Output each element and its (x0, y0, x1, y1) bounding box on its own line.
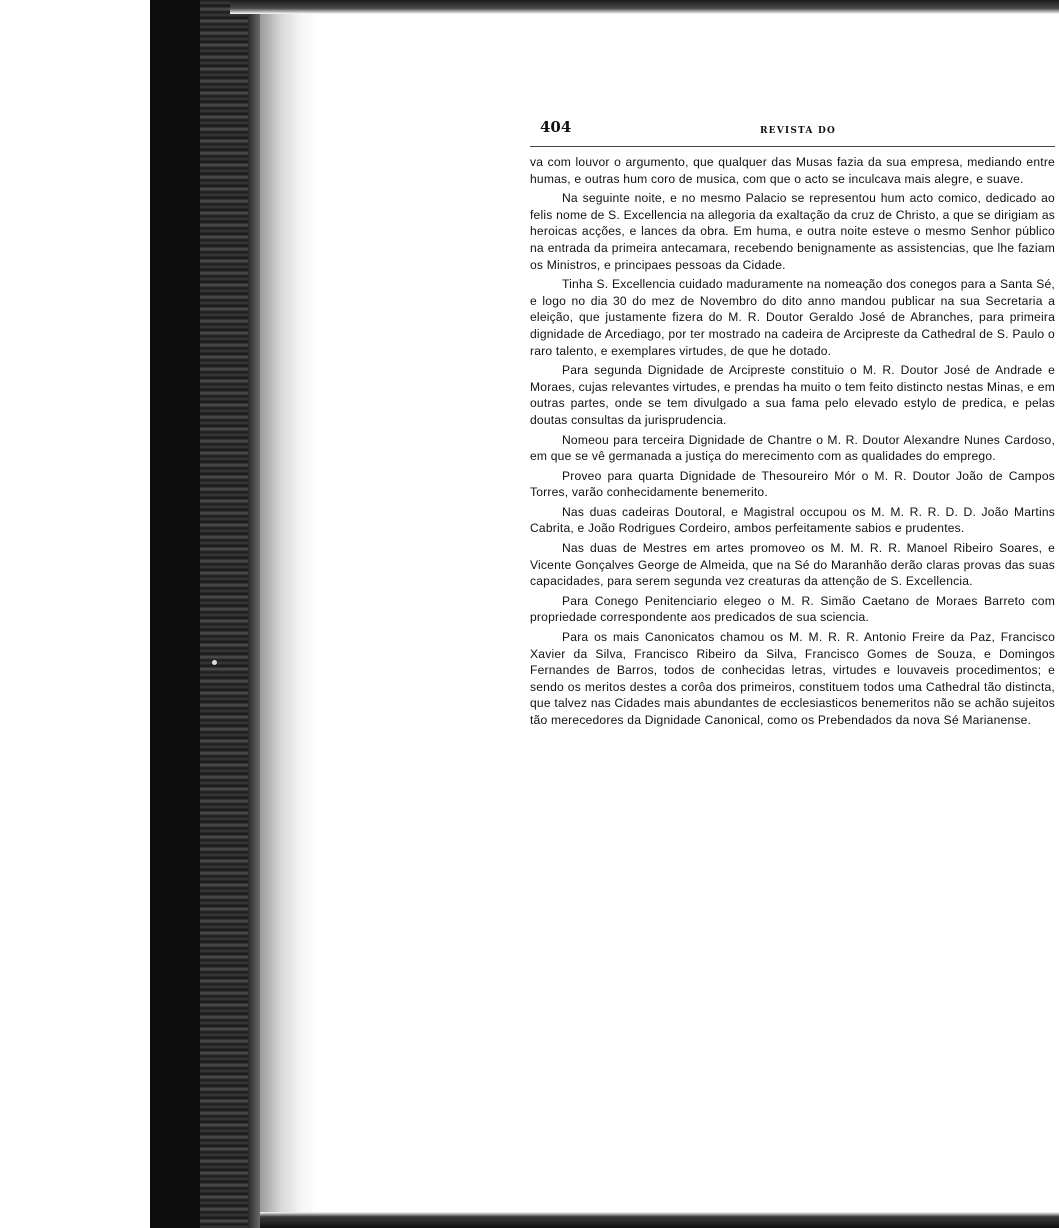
paragraph: Tinha S. Excellencia cuidado maduramente na nomeação dos conegos para a Santa Sé, e logo no dia 30 do mez de Novembro do dito anno mandou publicar na sua Secretaria a eleição, que justamente fizera do M. R. Doutor Geraldo José de Abranches, para primeira dignidade de Arcediago, por ter mostrado na cadeira de Arcipreste da Cathedral de S. Paulo o raro talento, e exemplares virtudes, de que he dotado. (530, 277, 1055, 358)
book-spine-binding (200, 0, 248, 1228)
paragraph: Nas duas de Mestres em artes promoveo os M. M. R. R. Manoel Ribeiro Soares, e Vicente Gonçalves George de Almeida, que na Sé do Maranhão derão claras provas das suas capacidades, para serem segunda vez creaturas da attenção de S. Excellencia. (530, 541, 1055, 589)
paragraph: Proveo para quarta Dignidade de Thesoureiro Mór o M. R. Doutor João de Campos Torres, varão conhecidamente benemerito. (530, 468, 1055, 500)
scan-speck (212, 660, 217, 665)
running-title: REVISTA DO (760, 126, 836, 136)
book-spine-shadow (150, 0, 200, 1228)
paragraph: Para segunda Dignidade de Arcipreste constituio o M. R. Doutor José de Andrade e Moraes, cujas relevantes virtudes, e prendas ha muito o tem feito distincto nestas Minas, e em outras partes, onde se tem divulgado a sua fama pelo elevado estylo de predica, e pelas doutas consultas da jurisprudencia. (530, 363, 1055, 427)
book-page (530, 112, 1055, 732)
scan-top-edge (230, 0, 1059, 14)
paragraph: Na seguinte noite, e no mesmo Palacio se representou hum acto comico, dedicado ao felis nome de S. Excellencia na allegoria da exaltação da cruz de Christo, a que se dirigiam as heroicas acções, e lances da obra. Em huma, e outra noite esteve o mesmo Senhor público na entrada da primeira antecamara, recebendo benignamente as assistencias, que lhe faziam os Ministros, e principaes pessoas da Cidade. (530, 191, 1055, 272)
scan-margin (0, 0, 150, 1228)
paragraph: Para os mais Canonicatos chamou os M. M. R. R. Antonio Freire da Paz, Francisco Xavier da Silva, Francisco Ribeiro da Silva, Francisco Gomes de Souza, e Domingos Fernandes de Barros, todos de conhecidas letras, virtudes e louvaveis procedimentos; e sendo os meritos destes a corôa dos primeiros, constituem todos uma Cathedral tão distincta, que talvez nas Cidades mais abundantes de ecclesiasticos benemeritos não se achão sujeitos tão merecedores da Dignidade Canonical, como os Prebendados da nova Sé Marianense. (530, 630, 1055, 727)
paragraph-continued: va com louvor o argumento, que qualquer das Musas fazia da sua empresa, mediando entre humas, e outras hum coro de musica, com que o acto se inculcava mais alegre, e suave. (530, 155, 1055, 186)
book-spine-edge (248, 0, 260, 1228)
paragraph: Para Conego Penitenciario elegeo o M. R. Simão Caetano de Moraes Barreto com propriedade correspondente aos predicados de sua sciencia. (530, 593, 1055, 625)
paragraph: Nas duas cadeiras Doutoral, e Magistral occupou os M. M. R. R. D. D. João Martins Cabrita, e João Rodrigues Cordeiro, ambos perfeitamente sabios e prudentes. (530, 504, 1055, 536)
running-head (530, 112, 1055, 147)
paragraph: Nomeou para terceira Dignidade de Chantre o M. R. Doutor Alexandre Nunes Cardoso, em que se vê germanada a justiça do merecimento com as qualidades do emprego. (530, 432, 1055, 464)
page-gutter (260, 0, 320, 1228)
scan-bottom-edge (260, 1212, 1059, 1228)
page-number: 404 (540, 118, 572, 136)
page-body (530, 154, 1055, 729)
